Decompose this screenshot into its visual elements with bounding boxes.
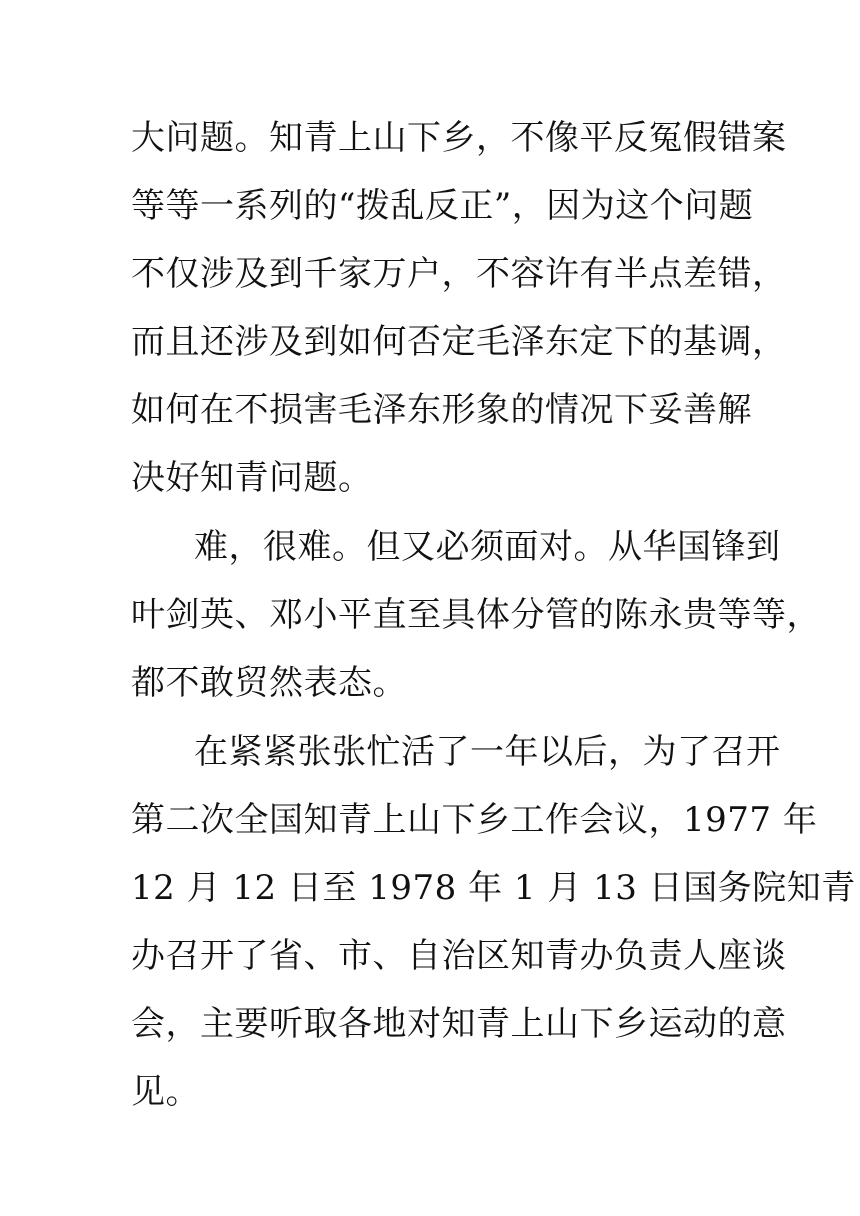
text-line: 第二次全国知青上山下乡工作会议，1977 年 (131, 800, 818, 840)
text-line: 见。 (131, 1072, 200, 1112)
text-line: 如何在不损害毛泽东形象的情况下妥善解 (131, 390, 752, 430)
text-line: 难，很难。但又必须面对。从华国锋到 (194, 527, 781, 567)
text-line: 办召开了省、市、自治区知青办负责人座谈 (131, 936, 787, 976)
text-line: 决好知青问题。 (131, 458, 373, 498)
text-line: 12 月 12 日至 1978 年 1 月 13 日国务院知青 (131, 868, 856, 908)
text-line: 而且还涉及到如何否定毛泽东定下的基调， (131, 322, 787, 362)
text-line: 大问题。知青上山下乡，不像平反冤假错案 (131, 118, 787, 158)
text-line: 在紧紧张张忙活了一年以后，为了召开 (194, 732, 781, 772)
text-line: 等等一系列的“拨乱反正”，因为这个问题 (131, 186, 754, 226)
text-line: 会，主要听取各地对知青上山下乡运动的意 (131, 1004, 787, 1044)
text-line: 不仅涉及到千家万户，不容许有半点差错， (131, 254, 787, 294)
text-line: 叶剑英、邓小平直至具体分管的陈永贵等等， (131, 595, 821, 635)
text-line: 都不敢贸然表态。 (131, 663, 407, 703)
